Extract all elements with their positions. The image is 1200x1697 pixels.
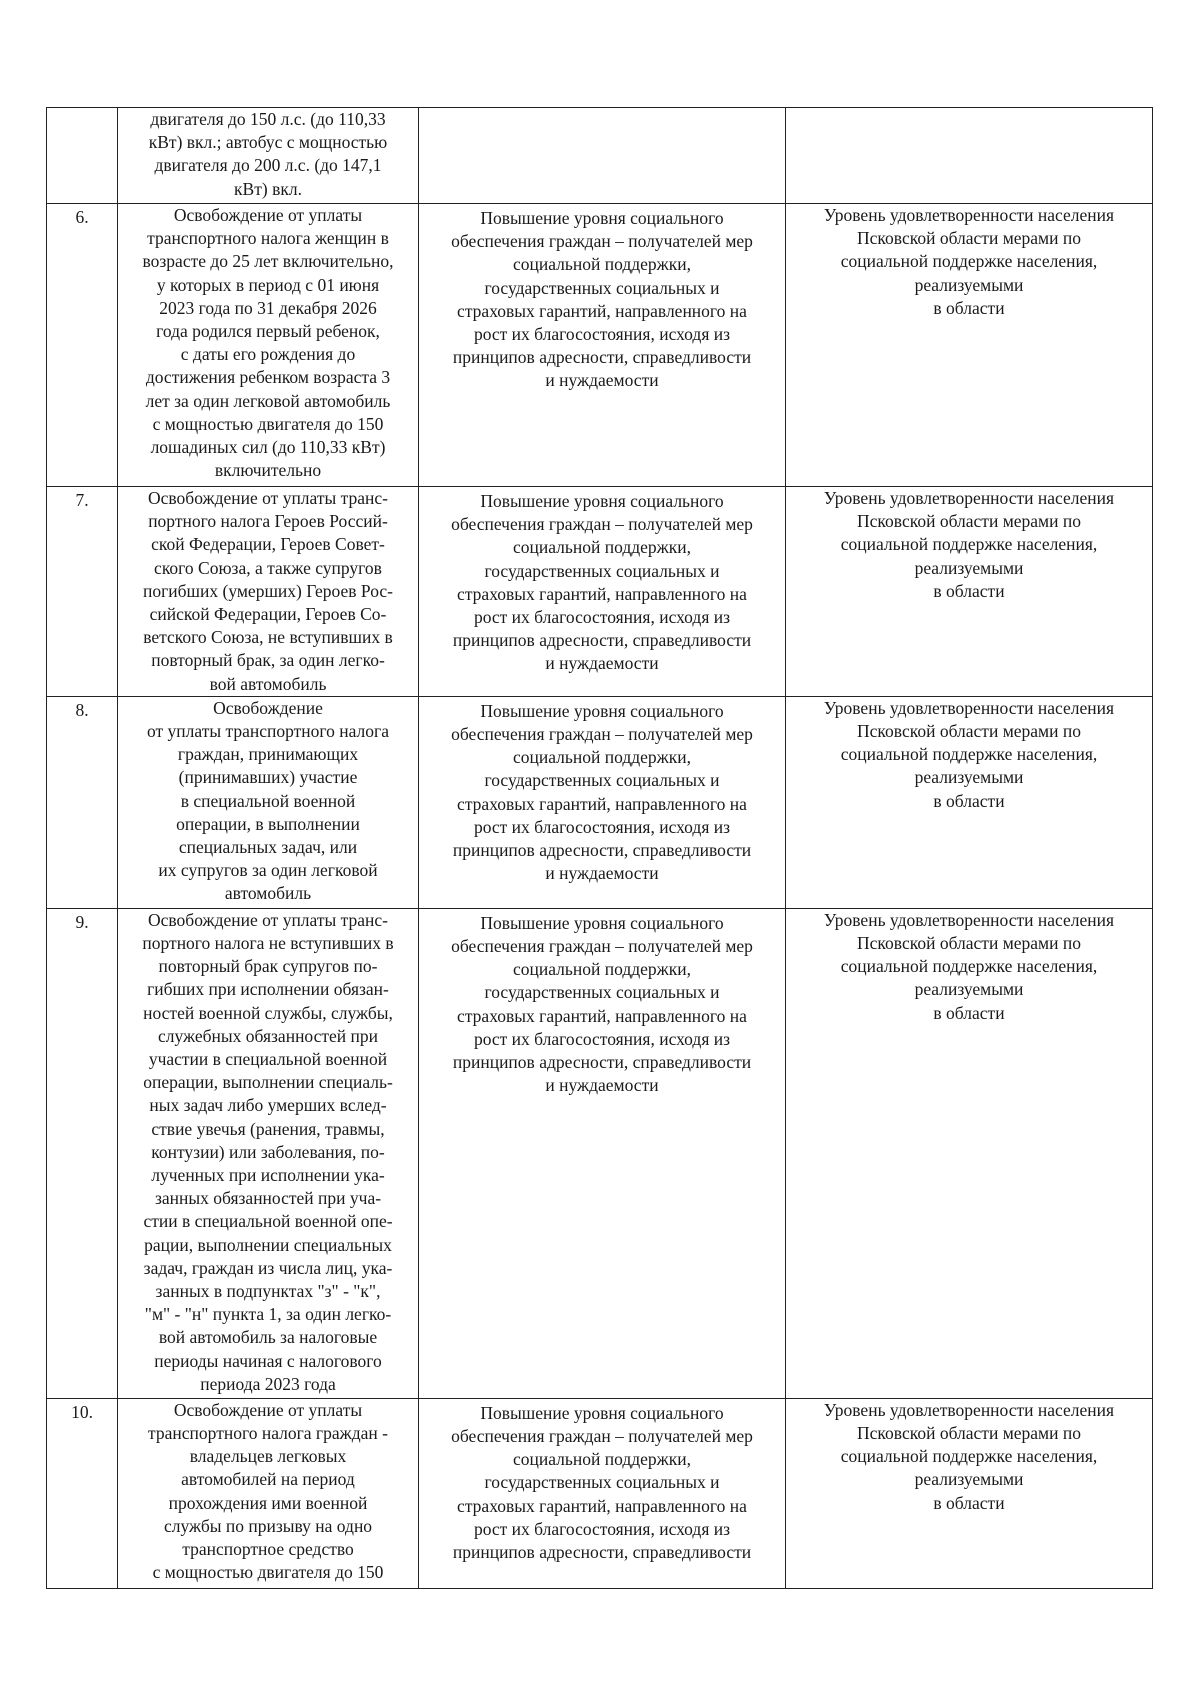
benefit-goal-cell: [419, 108, 786, 204]
benefit-goal-cell: [419, 1398, 786, 1588]
row-number: 10.: [71, 1401, 93, 1422]
benefit-description-cell: [118, 108, 419, 204]
row-number: 7.: [75, 490, 89, 510]
benefit-indicator-cell: [786, 696, 1153, 908]
benefit-goal-cell: [419, 487, 786, 697]
row-number: 9.: [75, 911, 89, 932]
table-row: [47, 908, 1153, 1398]
benefit-indicator: Уровень удовлетворенности населения Псковской области мерами по социальной поддержке населения, реализуемыми в области: [823, 488, 1115, 601]
row-number-cell: [47, 1398, 118, 1588]
benefit-description: Освобождение от уплаты транспортного налога женщин в возрасте до 25 лет включительно, у которых в период с 01 июня 2023 года по 31 декабря 2026 года родился первый ребенок, с даты его рождения до достижения ребенком возраста 3 лет за один легковой автомобиль с мощностью двигателя до 150 лошадиных сил (до 110,33 кВт) включительно: [142, 205, 394, 481]
benefit-description: Освобождение от уплаты транспортного налога граждан, принимающих (принимавших) участие в специальной военной операции, в выполнении специальных задач, или их супругов за один легковой автомобиль: [147, 697, 389, 904]
benefit-indicator: Уровень удовлетворенности населения Псковской области мерами по социальной поддержке населения, реализуемыми в области: [823, 909, 1115, 1023]
benefit-indicator: Уровень удовлетворенности населения Псковской области мерами по социальной поддержке населения, реализуемыми в области: [823, 1399, 1115, 1513]
benefit-description: двигателя до 150 л.с. (до 110,33 кВт) вкл.; автобус с мощностью двигателя до 200 л.с. (до 147,1 кВт) вкл.: [148, 109, 388, 199]
table-row: [47, 696, 1153, 908]
benefit-goal-cell: [419, 908, 786, 1398]
table-row: [47, 108, 1153, 204]
benefit-description: Освобождение от уплаты транспортного налога граждан - владельцев легковых автомобилей на период прохождения ими военной службы по призыву на одно транспортное средство с мощностью двигателя до 150: [148, 1399, 388, 1583]
table-row: [47, 204, 1153, 487]
row-number: [47, 108, 117, 110]
benefit-goal: Повышение уровня социального обеспечения граждан – получателей мер социальной поддержки, государственных социальных и страховых гарантий, направленного на рост их благосостояния, исходя из принципов адресности, справедливости и нуждаемости: [451, 491, 753, 674]
table-row: [47, 1398, 1153, 1588]
table-row: [47, 487, 1153, 697]
benefit-indicator-cell: [786, 908, 1153, 1398]
benefit-indicator: Уровень удовлетворенности населения Псковской области мерами по социальной поддержке населения, реализуемыми в области: [823, 205, 1115, 318]
row-number-cell: [47, 108, 118, 204]
benefit-indicator: Уровень удовлетворенности населения Псковской области мерами по социальной поддержке населения, реализуемыми в области: [823, 697, 1115, 811]
row-number: 6.: [75, 207, 89, 227]
benefit-goal: Повышение уровня социального обеспечения граждан – получателей мер социальной поддержки, государственных социальных и страховых гарантий, направленного на рост их благосостояния, исходя из принципов адресности, справедливости и нуждаемости: [451, 700, 753, 884]
benefit-description-cell: [118, 908, 419, 1398]
benefit-indicator-cell: [786, 108, 1153, 204]
benefit-description-cell: [118, 696, 419, 908]
benefit-goal: Повышение уровня социального обеспечения граждан – получателей мер социальной поддержки, государственных социальных и страховых гарантий, направленного на рост их благосостояния, исходя из принципов адресности, справедливости и нуждаемости: [451, 912, 753, 1096]
benefit-goal: Повышение уровня социального обеспечения граждан – получателей мер социальной поддержки, государственных социальных и страховых гарантий, направленного на рост их благосостояния, исходя из принципов адресности, справедливости и нуждаемости: [451, 208, 753, 391]
benefit-goal: [419, 108, 785, 111]
benefit-indicator-cell: [786, 1398, 1153, 1588]
benefit-indicator-cell: [786, 204, 1153, 487]
row-number-cell: [47, 908, 118, 1398]
benefit-description: Освобождение от уплаты транс- портного налога не вступивших в повторный брак супругов по- гибших при исполнении обязан- ностей военной службы, службы, служебных обязанностей при участии в специальной военной операции, выполнении специаль- ных задач либо умерших вслед- ствие увечья (ранения, травмы, контузии) или заболевания, по- лученных при исполнении ука- занных обязанностей при уча- стии в специальной военной опе- рации, выполнении специальных задач, граждан из числа лиц, ука- занных в подпунктах "з" - "к", "м" - "н" пункта 1, за один легко- вой автомобиль за налоговые периоды начиная с налогового периода 2023 года: [142, 909, 394, 1394]
row-number-cell: [47, 487, 118, 697]
benefit-goal-cell: [419, 696, 786, 908]
benefit-description: Освобождение от уплаты транс- портного налога Героев Россий- ской Федерации, Героев Совет- ского Союза, а также супругов погибших (умерших) Героев Рос- сийской Федерации, Героев Со- ветского Союза, не вступивших в повторный брак, за один легко- вой автомобиль: [142, 488, 393, 694]
row-number: 8.: [75, 699, 89, 720]
benefit-description-cell: [118, 487, 419, 697]
row-number-cell: [47, 204, 118, 487]
benefit-indicator-cell: [786, 487, 1153, 697]
benefit-description-cell: [118, 1398, 419, 1588]
tax-benefits-table: [46, 107, 1153, 1589]
benefit-goal-cell: [419, 204, 786, 487]
row-number-cell: [47, 696, 118, 908]
benefit-goal: Повышение уровня социального обеспечения граждан – получателей мер социальной поддержки, государственных социальных и страховых гарантий, направленного на рост их благосостояния, исходя из принципов адресности, справедливости: [451, 1402, 753, 1563]
benefit-description-cell: [118, 204, 419, 487]
